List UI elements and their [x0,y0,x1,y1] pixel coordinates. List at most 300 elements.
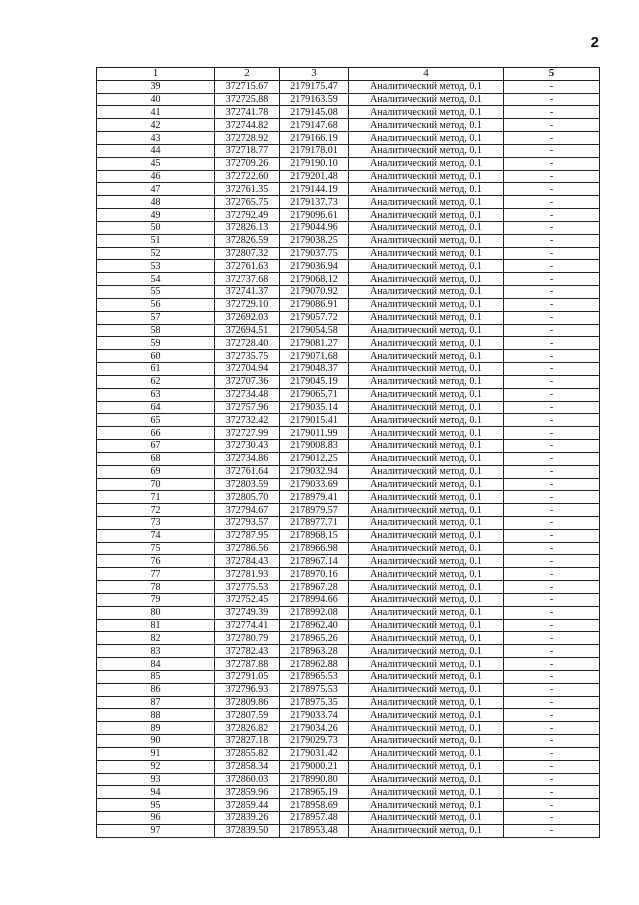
y-coordinate-cell: 2178979.57 [280,504,349,517]
x-coordinate-cell: 372839.26 [215,812,280,825]
note-cell: - [504,568,600,581]
x-coordinate-cell: 372734.48 [215,388,280,401]
x-coordinate-cell: 372784.43 [215,555,280,568]
point-number-cell: 94 [97,786,215,799]
point-number-cell: 59 [97,337,215,350]
point-number-cell: 73 [97,516,215,529]
point-number-cell: 97 [97,824,215,837]
point-number-cell: 55 [97,286,215,299]
method-cell: Аналитический метод, 0.1 [349,683,504,696]
point-number-cell: 95 [97,799,215,812]
method-cell: Аналитический метод, 0.1 [349,132,504,145]
note-cell: - [504,799,600,812]
table-row [97,388,600,401]
y-coordinate-cell: 2179096.61 [280,209,349,222]
x-coordinate-cell: 372725.88 [215,93,280,106]
method-cell: Аналитический метод, 0.1 [349,234,504,247]
table-row [97,311,600,324]
y-coordinate-cell: 2179045.19 [280,375,349,388]
point-number-cell: 81 [97,619,215,632]
y-coordinate-cell: 2179037.75 [280,247,349,260]
method-cell: Аналитический метод, 0.1 [349,581,504,594]
method-cell: Аналитический метод, 0.1 [349,196,504,209]
x-coordinate-cell: 372858.34 [215,760,280,773]
y-coordinate-cell: 2179029.73 [280,735,349,748]
y-coordinate-cell: 2179086.91 [280,298,349,311]
x-coordinate-cell: 372859.96 [215,786,280,799]
y-coordinate-cell: 2179033.69 [280,478,349,491]
table-row [97,581,600,594]
y-coordinate-cell: 2179201.48 [280,170,349,183]
point-number-cell: 62 [97,375,215,388]
table-row [97,670,600,683]
table-row [97,234,600,247]
note-cell: - [504,298,600,311]
method-cell: Аналитический метод, 0.1 [349,645,504,658]
point-number-cell: 40 [97,93,215,106]
table-row [97,144,600,157]
table-row [97,593,600,606]
x-coordinate-cell: 372734.86 [215,452,280,465]
method-cell: Аналитический метод, 0.1 [349,106,504,119]
x-coordinate-cell: 372827.18 [215,735,280,748]
note-cell: - [504,119,600,132]
method-cell: Аналитический метод, 0.1 [349,414,504,427]
note-cell: - [504,196,600,209]
note-cell: - [504,144,600,157]
point-number-cell: 86 [97,683,215,696]
x-coordinate-cell: 372774.41 [215,619,280,632]
note-cell: - [504,709,600,722]
x-coordinate-cell: 372807.32 [215,247,280,260]
x-coordinate-cell: 372730.43 [215,440,280,453]
method-cell: Аналитический метод, 0.1 [349,747,504,760]
y-coordinate-cell: 2179068.12 [280,273,349,286]
y-coordinate-cell: 2179048.37 [280,363,349,376]
method-cell: Аналитический метод, 0.1 [349,478,504,491]
method-cell: Аналитический метод, 0.1 [349,144,504,157]
method-cell: Аналитический метод, 0.1 [349,658,504,671]
point-number-cell: 65 [97,414,215,427]
x-coordinate-cell: 372727.99 [215,427,280,440]
note-cell: - [504,209,600,222]
note-cell: - [504,414,600,427]
y-coordinate-cell: 2179000.21 [280,760,349,773]
y-coordinate-cell: 2179032.94 [280,465,349,478]
y-coordinate-cell: 2178990.80 [280,773,349,786]
point-number-cell: 74 [97,529,215,542]
header-col-4: 4 [349,68,504,81]
y-coordinate-cell: 2178977.71 [280,516,349,529]
y-coordinate-cell: 2178970.16 [280,568,349,581]
table-row [97,401,600,414]
coordinates-table [96,67,600,838]
y-coordinate-cell: 2178962.88 [280,658,349,671]
method-cell: Аналитический метод, 0.1 [349,452,504,465]
table-row [97,606,600,619]
method-cell: Аналитический метод, 0.1 [349,760,504,773]
x-coordinate-cell: 372741.37 [215,286,280,299]
x-coordinate-cell: 372752.45 [215,593,280,606]
point-number-cell: 84 [97,658,215,671]
method-cell: Аналитический метод, 0.1 [349,709,504,722]
y-coordinate-cell: 2179012.25 [280,452,349,465]
note-cell: - [504,773,600,786]
table-row [97,658,600,671]
note-cell: - [504,593,600,606]
method-cell: Аналитический метод, 0.1 [349,80,504,93]
table-row [97,183,600,196]
y-coordinate-cell: 2179033.74 [280,709,349,722]
method-cell: Аналитический метод, 0.1 [349,311,504,324]
method-cell: Аналитический метод, 0.1 [349,491,504,504]
note-cell: - [504,542,600,555]
y-coordinate-cell: 2178965.19 [280,786,349,799]
x-coordinate-cell: 372787.88 [215,658,280,671]
method-cell: Аналитический метод, 0.1 [349,722,504,735]
note-cell: - [504,401,600,414]
y-coordinate-cell: 2179036.94 [280,260,349,273]
method-cell: Аналитический метод, 0.1 [349,298,504,311]
method-cell: Аналитический метод, 0.1 [349,632,504,645]
x-coordinate-cell: 372761.63 [215,260,280,273]
note-cell: - [504,132,600,145]
y-coordinate-cell: 2178957.48 [280,812,349,825]
y-coordinate-cell: 2179145.08 [280,106,349,119]
note-cell: - [504,273,600,286]
x-coordinate-cell: 372694.51 [215,324,280,337]
x-coordinate-cell: 372855.82 [215,747,280,760]
x-coordinate-cell: 372826.13 [215,221,280,234]
note-cell: - [504,555,600,568]
x-coordinate-cell: 372826.82 [215,722,280,735]
point-number-cell: 49 [97,209,215,222]
table-row [97,106,600,119]
method-cell: Аналитический метод, 0.1 [349,568,504,581]
note-cell: - [504,696,600,709]
point-number-cell: 41 [97,106,215,119]
point-number-cell: 58 [97,324,215,337]
note-cell: - [504,465,600,478]
method-cell: Аналитический метод, 0.1 [349,542,504,555]
table-row [97,440,600,453]
table-row [97,414,600,427]
note-cell: - [504,247,600,260]
table-row [97,747,600,760]
point-number-cell: 92 [97,760,215,773]
y-coordinate-cell: 2179144.19 [280,183,349,196]
note-cell: - [504,824,600,837]
y-coordinate-cell: 2179166.19 [280,132,349,145]
note-cell: - [504,632,600,645]
note-cell: - [504,286,600,299]
point-number-cell: 78 [97,581,215,594]
table-row [97,555,600,568]
note-cell: - [504,170,600,183]
method-cell: Аналитический метод, 0.1 [349,735,504,748]
table-row [97,337,600,350]
x-coordinate-cell: 372757.96 [215,401,280,414]
note-cell: - [504,581,600,594]
table-row [97,812,600,825]
note-cell: - [504,363,600,376]
y-coordinate-cell: 2179175.47 [280,80,349,93]
note-cell: - [504,93,600,106]
table-row [97,632,600,645]
method-cell: Аналитический метод, 0.1 [349,273,504,286]
table-row [97,696,600,709]
table-row [97,157,600,170]
table-row [97,568,600,581]
method-cell: Аналитический метод, 0.1 [349,529,504,542]
point-number-cell: 93 [97,773,215,786]
table-row [97,542,600,555]
table-row [97,465,600,478]
method-cell: Аналитический метод, 0.1 [349,824,504,837]
table-row [97,709,600,722]
method-cell: Аналитический метод, 0.1 [349,773,504,786]
point-number-cell: 90 [97,735,215,748]
table-row [97,196,600,209]
y-coordinate-cell: 2178994.66 [280,593,349,606]
y-coordinate-cell: 2179054.58 [280,324,349,337]
point-number-cell: 63 [97,388,215,401]
note-cell: - [504,106,600,119]
header-col-2: 2 [215,68,280,81]
table-header-row [97,68,600,81]
note-cell: - [504,375,600,388]
y-coordinate-cell: 2178967.14 [280,555,349,568]
table-row [97,735,600,748]
x-coordinate-cell: 372741.78 [215,106,280,119]
point-number-cell: 89 [97,722,215,735]
note-cell: - [504,735,600,748]
y-coordinate-cell: 2178953.48 [280,824,349,837]
point-number-cell: 51 [97,234,215,247]
y-coordinate-cell: 2178967.28 [280,581,349,594]
note-cell: - [504,388,600,401]
x-coordinate-cell: 372761.64 [215,465,280,478]
x-coordinate-cell: 372792.49 [215,209,280,222]
point-number-cell: 68 [97,452,215,465]
y-coordinate-cell: 2178966.98 [280,542,349,555]
x-coordinate-cell: 372737.68 [215,273,280,286]
note-cell: - [504,234,600,247]
y-coordinate-cell: 2179137.73 [280,196,349,209]
point-number-cell: 45 [97,157,215,170]
point-number-cell: 80 [97,606,215,619]
x-coordinate-cell: 372765.75 [215,196,280,209]
y-coordinate-cell: 2179071.68 [280,350,349,363]
x-coordinate-cell: 372787.95 [215,529,280,542]
note-cell: - [504,478,600,491]
y-coordinate-cell: 2179081.27 [280,337,349,350]
method-cell: Аналитический метод, 0.1 [349,221,504,234]
header-col-1: 1 [97,68,215,81]
y-coordinate-cell: 2179065.71 [280,388,349,401]
x-coordinate-cell: 372793.57 [215,516,280,529]
x-coordinate-cell: 372729.10 [215,298,280,311]
note-cell: - [504,529,600,542]
note-cell: - [504,350,600,363]
y-coordinate-cell: 2178963.28 [280,645,349,658]
table-row [97,221,600,234]
point-number-cell: 44 [97,144,215,157]
point-number-cell: 56 [97,298,215,311]
table-row [97,516,600,529]
x-coordinate-cell: 372807.59 [215,709,280,722]
method-cell: Аналитический метод, 0.1 [349,401,504,414]
table-row [97,350,600,363]
point-number-cell: 48 [97,196,215,209]
note-cell: - [504,786,600,799]
point-number-cell: 70 [97,478,215,491]
point-number-cell: 39 [97,80,215,93]
x-coordinate-cell: 372728.40 [215,337,280,350]
table-row [97,324,600,337]
y-coordinate-cell: 2178975.53 [280,683,349,696]
note-cell: - [504,452,600,465]
table-row [97,427,600,440]
point-number-cell: 53 [97,260,215,273]
note-cell: - [504,221,600,234]
x-coordinate-cell: 372749.39 [215,606,280,619]
y-coordinate-cell: 2179057.72 [280,311,349,324]
point-number-cell: 61 [97,363,215,376]
method-cell: Аналитический метод, 0.1 [349,119,504,132]
x-coordinate-cell: 372744.82 [215,119,280,132]
note-cell: - [504,619,600,632]
method-cell: Аналитический метод, 0.1 [349,504,504,517]
point-number-cell: 96 [97,812,215,825]
point-number-cell: 57 [97,311,215,324]
table-row [97,286,600,299]
table-row [97,786,600,799]
method-cell: Аналитический метод, 0.1 [349,157,504,170]
x-coordinate-cell: 372791.05 [215,670,280,683]
point-number-cell: 47 [97,183,215,196]
x-coordinate-cell: 372826.59 [215,234,280,247]
point-number-cell: 43 [97,132,215,145]
table-row [97,722,600,735]
table-row [97,209,600,222]
table-row [97,760,600,773]
note-cell: - [504,157,600,170]
y-coordinate-cell: 2179011.99 [280,427,349,440]
method-cell: Аналитический метод, 0.1 [349,286,504,299]
y-coordinate-cell: 2179034.26 [280,722,349,735]
table-row [97,170,600,183]
y-coordinate-cell: 2179031.42 [280,747,349,760]
point-number-cell: 75 [97,542,215,555]
method-cell: Аналитический метод, 0.1 [349,350,504,363]
y-coordinate-cell: 2178965.26 [280,632,349,645]
point-number-cell: 67 [97,440,215,453]
y-coordinate-cell: 2179038.25 [280,234,349,247]
note-cell: - [504,722,600,735]
table-row [97,452,600,465]
x-coordinate-cell: 372692.03 [215,311,280,324]
x-coordinate-cell: 372775.53 [215,581,280,594]
point-number-cell: 82 [97,632,215,645]
x-coordinate-cell: 372780.79 [215,632,280,645]
method-cell: Аналитический метод, 0.1 [349,247,504,260]
y-coordinate-cell: 2179163.59 [280,93,349,106]
point-number-cell: 76 [97,555,215,568]
x-coordinate-cell: 372786.56 [215,542,280,555]
note-cell: - [504,324,600,337]
point-number-cell: 54 [97,273,215,286]
method-cell: Аналитический метод, 0.1 [349,375,504,388]
x-coordinate-cell: 372782.43 [215,645,280,658]
method-cell: Аналитический метод, 0.1 [349,170,504,183]
table-row [97,478,600,491]
point-number-cell: 66 [97,427,215,440]
note-cell: - [504,504,600,517]
y-coordinate-cell: 2178979.41 [280,491,349,504]
note-cell: - [504,80,600,93]
y-coordinate-cell: 2178992.08 [280,606,349,619]
note-cell: - [504,183,600,196]
method-cell: Аналитический метод, 0.1 [349,465,504,478]
note-cell: - [504,260,600,273]
table-row [97,132,600,145]
method-cell: Аналитический метод, 0.1 [349,516,504,529]
table-row [97,645,600,658]
table-row [97,773,600,786]
note-cell: - [504,440,600,453]
note-cell: - [504,670,600,683]
x-coordinate-cell: 372718.77 [215,144,280,157]
method-cell: Аналитический метод, 0.1 [349,260,504,273]
table-row [97,298,600,311]
table-row [97,273,600,286]
x-coordinate-cell: 372860.03 [215,773,280,786]
x-coordinate-cell: 372704.94 [215,363,280,376]
x-coordinate-cell: 372809.86 [215,696,280,709]
y-coordinate-cell: 2179015.41 [280,414,349,427]
table-body [97,80,600,837]
y-coordinate-cell: 2179008.83 [280,440,349,453]
point-number-cell: 69 [97,465,215,478]
table-row [97,93,600,106]
note-cell: - [504,337,600,350]
method-cell: Аналитический метод, 0.1 [349,440,504,453]
method-cell: Аналитический метод, 0.1 [349,388,504,401]
method-cell: Аналитический метод, 0.1 [349,786,504,799]
point-number-cell: 79 [97,593,215,606]
method-cell: Аналитический метод, 0.1 [349,812,504,825]
note-cell: - [504,427,600,440]
method-cell: Аналитический метод, 0.1 [349,670,504,683]
method-cell: Аналитический метод, 0.1 [349,555,504,568]
x-coordinate-cell: 372803.59 [215,478,280,491]
x-coordinate-cell: 372859.44 [215,799,280,812]
x-coordinate-cell: 372707.36 [215,375,280,388]
point-number-cell: 91 [97,747,215,760]
point-number-cell: 46 [97,170,215,183]
point-number-cell: 85 [97,670,215,683]
x-coordinate-cell: 372781.93 [215,568,280,581]
x-coordinate-cell: 372715.67 [215,80,280,93]
table-row [97,504,600,517]
table-row [97,375,600,388]
point-number-cell: 42 [97,119,215,132]
x-coordinate-cell: 372761.35 [215,183,280,196]
point-number-cell: 64 [97,401,215,414]
header-col-3: 3 [280,68,349,81]
note-cell: - [504,658,600,671]
